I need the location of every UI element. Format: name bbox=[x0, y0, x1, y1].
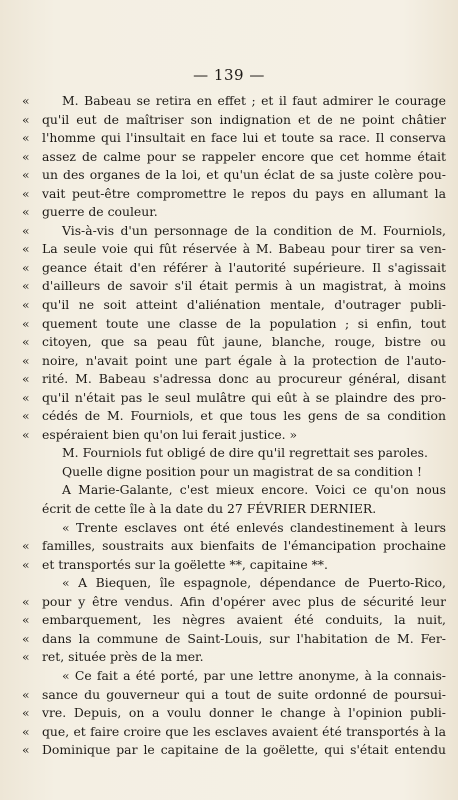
line-text: Dominique par le capitaine de la goëlette, qui s'était entendu bbox=[42, 742, 446, 758]
text-line bbox=[22, 203, 446, 222]
text-line bbox=[22, 259, 446, 278]
line-text: et transportés sur la goëlette **, capitaine **. bbox=[42, 556, 328, 572]
quote-mark bbox=[22, 519, 42, 538]
text-line bbox=[22, 593, 446, 612]
quote-mark: « bbox=[22, 630, 30, 646]
text-line bbox=[22, 723, 446, 742]
text-line bbox=[22, 741, 446, 760]
quote-mark bbox=[22, 463, 42, 482]
text-line bbox=[22, 463, 446, 482]
line-text: noire, n'avait point une part égale à la protection de l'auto- bbox=[42, 352, 446, 368]
line-text: familles, soustraits aux bienfaits de l'émancipation prochaine bbox=[42, 538, 446, 554]
text-line bbox=[22, 240, 446, 259]
line-text: vait peut-être compromettre le repos du pays en allumant la bbox=[42, 185, 446, 201]
line-text: qu'il ne soit atteint d'aliénation mentale, d'outrager publi- bbox=[42, 297, 446, 313]
line-text: cédés de M. Fourniols, et que tous les gens de sa condition bbox=[42, 408, 446, 424]
text-line bbox=[22, 370, 446, 389]
text-line bbox=[22, 611, 446, 630]
line-text: espéraient bien qu'on lui ferait justice. » bbox=[42, 426, 298, 442]
quote-mark: « bbox=[22, 686, 30, 702]
text-line bbox=[22, 185, 446, 204]
line-text: Vis-à-vis d'un personnage de la condition de M. Fourniols, bbox=[62, 222, 446, 238]
line-text: rité. M. Babeau s'adressa donc au procureur général, disant bbox=[42, 371, 446, 387]
line-text: Quelle digne position pour un magistrat de sa condition ! bbox=[62, 463, 422, 479]
line-text: ret, située près de la mer. bbox=[42, 649, 204, 665]
quote-mark: « bbox=[22, 426, 30, 442]
text-line bbox=[22, 704, 446, 723]
quote-mark: « bbox=[22, 204, 30, 220]
quote-mark: « bbox=[22, 538, 30, 554]
text-line bbox=[22, 352, 446, 371]
text-line bbox=[22, 630, 446, 649]
text-line bbox=[22, 166, 446, 185]
quote-mark: « bbox=[22, 259, 30, 275]
line-text: d'ailleurs de savoir s'il était permis à un magistrat, à moins bbox=[42, 278, 446, 294]
quote-mark: « bbox=[22, 167, 30, 183]
text-line bbox=[22, 129, 446, 148]
text-line bbox=[22, 389, 446, 408]
quote-mark bbox=[22, 667, 42, 686]
text-line bbox=[22, 574, 446, 593]
quote-mark: « bbox=[22, 705, 30, 721]
line-text: « Ce fait a été porté, par une lettre anonyme, à la connais- bbox=[62, 667, 446, 683]
line-text: qu'il n'était pas le seul mulâtre qui eût à se plaindre des pro- bbox=[42, 389, 446, 405]
quote-mark: « bbox=[22, 612, 30, 628]
quote-mark: « bbox=[22, 93, 30, 108]
quote-mark: « bbox=[22, 334, 30, 350]
quote-mark: « bbox=[22, 185, 30, 201]
line-text: A Marie-Galante, c'est mieux encore. Voici ce qu'on nous bbox=[62, 482, 446, 498]
line-text: quement toute une classe de la population ; si enfin, tout bbox=[42, 315, 446, 331]
line-text: l'homme qui l'insultait en face lui et toute sa race. Il conserva bbox=[42, 130, 446, 146]
line-text: dans la commune de Saint-Louis, sur l'habitation de M. Fer- bbox=[42, 630, 446, 646]
line-text: La seule voie qui fût réservée à M. Babeau pour tirer sa ven- bbox=[42, 241, 446, 257]
text-line bbox=[22, 648, 446, 667]
line-text: embarquement, les nègres avaient été conduits, la nuit, bbox=[42, 612, 446, 628]
line-text: M. Babeau se retira en effet ; et il faut admirer le courage bbox=[62, 93, 446, 108]
text-line bbox=[22, 444, 446, 463]
line-text: qu'il eut de maîtriser son indignation et de ne point châtier bbox=[42, 111, 446, 127]
text-line bbox=[22, 277, 446, 296]
text-line bbox=[22, 92, 446, 111]
text-line bbox=[22, 407, 446, 426]
quote-mark: « bbox=[22, 111, 30, 127]
quote-mark: « bbox=[22, 297, 30, 313]
line-text: guerre de couleur. bbox=[42, 204, 158, 220]
line-text: sance du gouverneur qui a tout de suite ordonné de poursui- bbox=[42, 686, 446, 702]
line-text: M. Fourniols fut obligé de dire qu'il regrettait ses paroles. bbox=[62, 445, 428, 461]
line-text: geance était d'en référer à l'autorité supérieure. Il s'agissait bbox=[42, 259, 446, 275]
quote-mark bbox=[22, 574, 42, 593]
quote-mark bbox=[22, 481, 42, 500]
page-number: — 139 — bbox=[193, 66, 265, 84]
quote-mark bbox=[22, 444, 42, 463]
line-text: écrit de cette île à la date du 27 FÉVRIER DERNIER. bbox=[42, 501, 377, 517]
text-line bbox=[22, 686, 446, 705]
quote-mark: « bbox=[22, 130, 30, 146]
quote-mark: « bbox=[22, 723, 30, 739]
text-line bbox=[22, 148, 446, 167]
line-text: pour y être vendus. Afin d'opérer avec plus de sécurité leur bbox=[42, 593, 446, 609]
text-line bbox=[22, 556, 446, 575]
quote-mark: « bbox=[22, 742, 30, 758]
quote-mark: « bbox=[22, 222, 30, 238]
quote-mark: « bbox=[22, 593, 30, 609]
text-line bbox=[22, 500, 446, 519]
text-line bbox=[22, 296, 446, 315]
line-text: un des organes de la loi, et qu'un éclat de sa juste colère pou- bbox=[42, 167, 446, 183]
line-text: citoyen, que sa peau fût jaune, blanche, rouge, bistre ou bbox=[42, 334, 446, 350]
text-line bbox=[22, 426, 446, 445]
line-text: « A Biequen, île espagnole, dépendance de Puerto-Rico, bbox=[62, 575, 446, 591]
text-line bbox=[22, 333, 446, 352]
text-line bbox=[22, 519, 446, 538]
quote-mark: « bbox=[22, 315, 30, 331]
quote-mark: « bbox=[22, 371, 30, 387]
quote-mark: « bbox=[22, 241, 30, 257]
quote-mark bbox=[22, 500, 42, 519]
quote-mark: « bbox=[22, 278, 30, 294]
text-line bbox=[22, 111, 446, 130]
quote-mark: « bbox=[22, 148, 30, 164]
text-body bbox=[22, 92, 446, 760]
line-text: vre. Depuis, on a voulu donner le change à l'opinion publi- bbox=[42, 705, 446, 721]
text-line bbox=[22, 667, 446, 686]
quote-mark: « bbox=[22, 556, 30, 572]
text-line bbox=[22, 222, 446, 241]
quote-mark: « bbox=[22, 408, 30, 424]
line-text: que, et faire croire que les esclaves avaient été transportés à la bbox=[42, 723, 446, 739]
quote-mark: « bbox=[22, 352, 30, 368]
text-line bbox=[22, 315, 446, 334]
line-text: « Trente esclaves ont été enlevés clandestinement à leurs bbox=[62, 519, 446, 535]
quote-mark: « bbox=[22, 649, 30, 665]
text-line bbox=[22, 481, 446, 500]
text-line bbox=[22, 537, 446, 556]
quote-mark: « bbox=[22, 389, 30, 405]
line-text: assez de calme pour se rappeler encore que cet homme était bbox=[42, 148, 446, 164]
